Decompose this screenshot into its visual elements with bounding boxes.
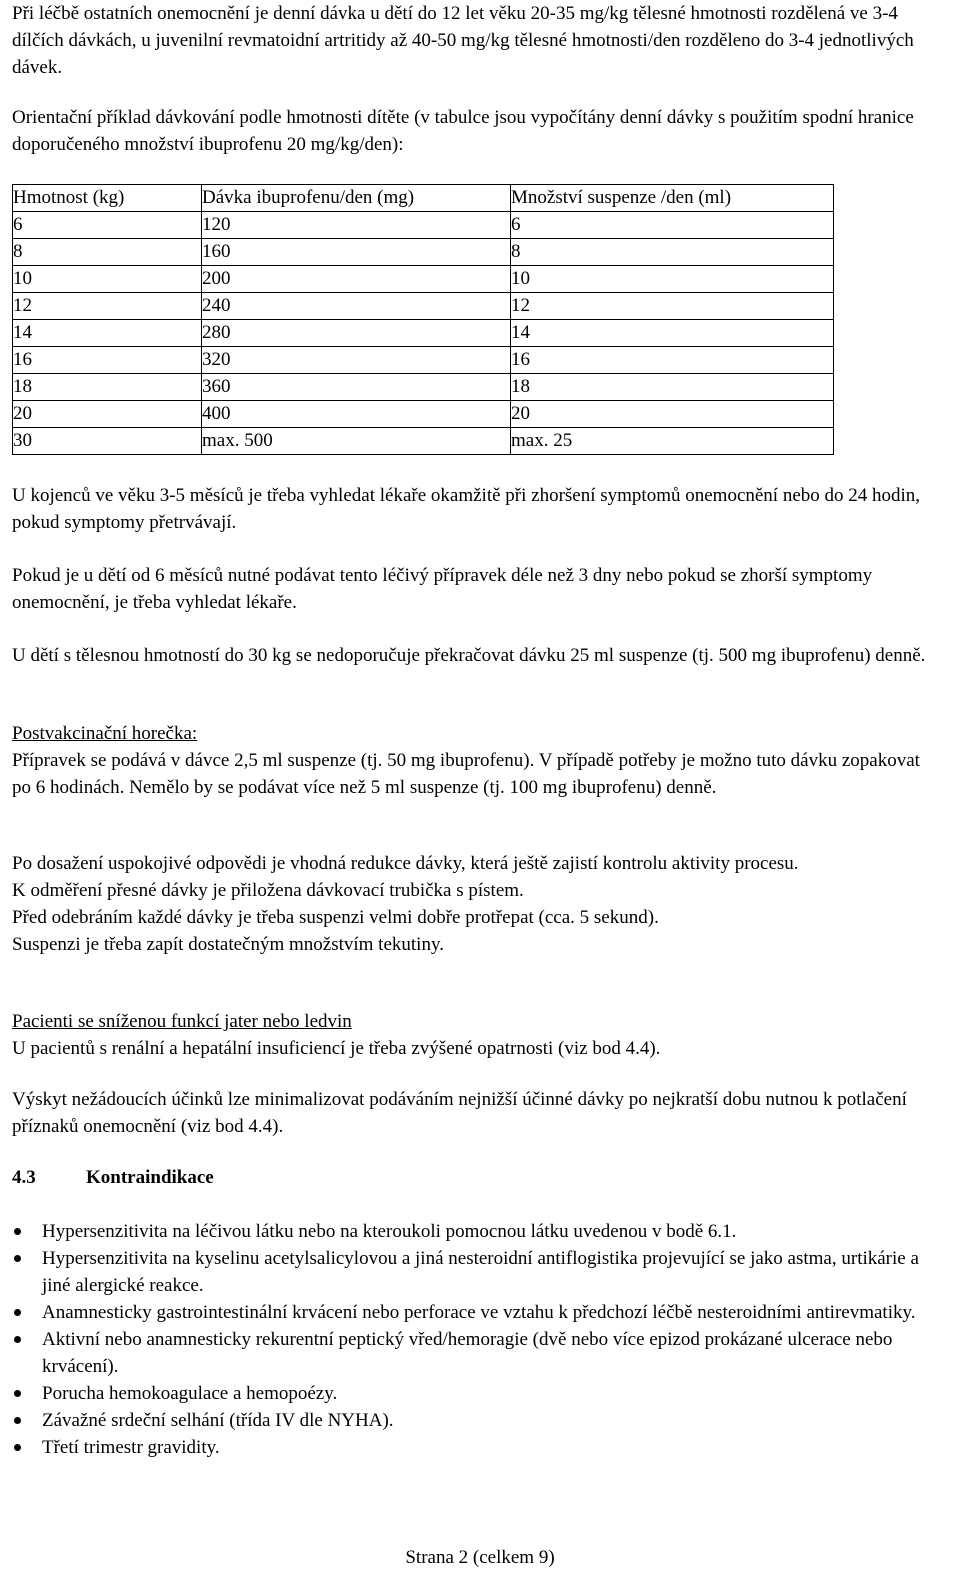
- table-cell: 20: [13, 401, 202, 428]
- list-item: [12, 1299, 942, 1326]
- list-item: [12, 1407, 942, 1434]
- dosage-table: [12, 184, 834, 455]
- table-row: [13, 320, 834, 347]
- shake-instruction-text: Před odebráním každé dávky je třeba suspenzi velmi dobře protřepat (cca. 5 sekund).: [12, 907, 659, 928]
- table-cell: 10: [511, 266, 834, 293]
- section-title: Kontraindikace: [86, 1167, 214, 1188]
- table-cell: 160: [202, 239, 511, 266]
- table-row: [13, 239, 834, 266]
- table-cell: 14: [13, 320, 202, 347]
- postvaccination-section: [12, 720, 942, 801]
- list-item-text: Třetí trimestr gravidity.: [42, 1437, 220, 1458]
- page-footer: Strana 2 (celkem 9): [405, 1547, 555, 1568]
- table-cell: 200: [202, 266, 511, 293]
- paragraph-dosage-other: Při léčbě ostatních onemocnění je denní dávka u dětí do 12 let věku 20-35 mg/kg tělesné hmotnosti rozdělená ve 3-4 dílčích dávkách, u juvenilní revmatoidní artritidy až 40-50 mg/kg tělesné hmotnosti/den rozděleno do 3-4 jednotlivých dávek.: [12, 3, 914, 78]
- hepatic-renal-body: U pacientů s renální a hepatální insuficiencí je třeba zvýšené opatrnosti (viz bod 4.4).: [12, 1038, 661, 1059]
- postvaccination-heading: Postvakcinační horečka:: [12, 723, 198, 744]
- table-header-cell: Hmotnost (kg): [13, 185, 202, 212]
- table-cell: 30: [13, 428, 202, 455]
- table-cell: 10: [13, 266, 202, 293]
- table-cell: 120: [202, 212, 511, 239]
- table-cell: 320: [202, 347, 511, 374]
- table-cell: 8: [13, 239, 202, 266]
- table-header-row: [13, 185, 834, 212]
- table-row: [13, 374, 834, 401]
- postvaccination-body: Přípravek se podává v dávce 2,5 ml suspenze (tj. 50 mg ibuprofenu). V případě potřeby je možno tuto dávku zopakovat po 6 hodinách. Nemělo by se podávat více než 5 ml suspenze (tj. 100 mg ibuprofenu) denně.: [12, 750, 920, 798]
- list-item: [12, 1218, 942, 1245]
- list-item-text: Aktivní nebo anamnesticky rekurentní peptický vřed/hemoragie (dvě nebo více epizod prokázané ulcerace nebo krvácení).: [42, 1329, 893, 1377]
- table-row: [13, 347, 834, 374]
- section-number: 4.3: [12, 1167, 36, 1188]
- contraindications-list: [12, 1218, 942, 1461]
- fluid-instruction-text: Suspenzi je třeba zapít dostatečným množstvím tekutiny.: [12, 934, 444, 955]
- paragraph-children-6-months: Pokud je u dětí od 6 měsíců nutné podávat tento léčivý přípravek déle než 3 dny nebo pokud se zhorší symptomy onemocnění, je třeba vyhledat lékaře.: [12, 565, 873, 613]
- table-cell: 6: [13, 212, 202, 239]
- list-item-text: Porucha hemokoagulace a hemopoézy.: [42, 1383, 338, 1404]
- table-cell: 16: [13, 347, 202, 374]
- dose-adjustment-section: [12, 850, 799, 958]
- table-cell: 18: [511, 374, 834, 401]
- dose-reduction-text: Po dosažení uspokojivé odpovědi je vhodná redukce dávky, která ještě zajistí kontrolu aktivity procesu.: [12, 853, 799, 874]
- list-item: [12, 1245, 942, 1299]
- table-cell: max. 25: [511, 428, 834, 455]
- section-heading-contraindications: [12, 1164, 214, 1191]
- table-cell: 18: [13, 374, 202, 401]
- table-cell: 360: [202, 374, 511, 401]
- list-item-text: Hypersenzitivita na léčivou látku nebo na kteroukoli pomocnou látku uvedenou v bodě 6.1.: [42, 1221, 737, 1242]
- table-row: [13, 428, 834, 455]
- list-item-text: Závažné srdeční selhání (třída IV dle NYHA).: [42, 1410, 394, 1431]
- adverse-effects-paragraph: Výskyt nežádoucích účinků lze minimalizovat podáváním nejnižší účinné dávky po nejkratší dobu nutnou k potlačení příznaků onemocnění (viz bod 4.4).: [12, 1089, 907, 1137]
- table-header-cell: Dávka ibuprofenu/den (mg): [202, 185, 511, 212]
- list-item: [12, 1326, 942, 1380]
- table-cell: 280: [202, 320, 511, 347]
- hepatic-renal-section: [12, 1008, 660, 1062]
- table-cell: 12: [511, 293, 834, 320]
- table-cell: 240: [202, 293, 511, 320]
- table-row: [13, 293, 834, 320]
- table-cell: 12: [13, 293, 202, 320]
- table-cell: max. 500: [202, 428, 511, 455]
- table-header-cell: Množství suspenze /den (ml): [511, 185, 834, 212]
- table-row: [13, 401, 834, 428]
- table-cell: 400: [202, 401, 511, 428]
- paragraph-under-30kg: U dětí s tělesnou hmotností do 30 kg se nedoporučuje překračovat dávku 25 ml suspenze (tj. 500 mg ibuprofenu) denně.: [12, 645, 926, 666]
- paragraph-infants: U kojenců ve věku 3-5 měsíců je třeba vyhledat lékaře okamžitě při zhoršení symptomů onemocnění nebo do 24 hodin, pokud symptomy přetrvávají.: [12, 485, 921, 533]
- table-cell: 8: [511, 239, 834, 266]
- dosing-syringe-text: K odměření přesné dávky je přiložena dávkovací trubička s pístem.: [12, 880, 524, 901]
- list-item: [12, 1434, 942, 1461]
- table-cell: 14: [511, 320, 834, 347]
- table-row: [13, 212, 834, 239]
- list-item-text: Anamnesticky gastrointestinální krvácení nebo perforace ve vztahu k předchozí léčbě nesteroidními antirevmatiky.: [42, 1302, 916, 1323]
- table-row: [13, 266, 834, 293]
- paragraph-dosage-example: Orientační příklad dávkování podle hmotnosti dítěte (v tabulce jsou vypočítány denní dávky s použitím spodní hranice doporučeného množství ibuprofenu 20 mg/kg/den):: [12, 107, 914, 155]
- list-item-text: Hypersenzitivita na kyselinu acetylsalicylovou a jiná nesteroidní antiflogistika projevující se jako astma, urtikárie a jiné alergické reakce.: [42, 1248, 919, 1296]
- table-cell: 16: [511, 347, 834, 374]
- hepatic-renal-heading: Pacienti se sníženou funkcí jater nebo ledvin: [12, 1011, 352, 1032]
- table-cell: 20: [511, 401, 834, 428]
- list-item: [12, 1380, 942, 1407]
- table-cell: 6: [511, 212, 834, 239]
